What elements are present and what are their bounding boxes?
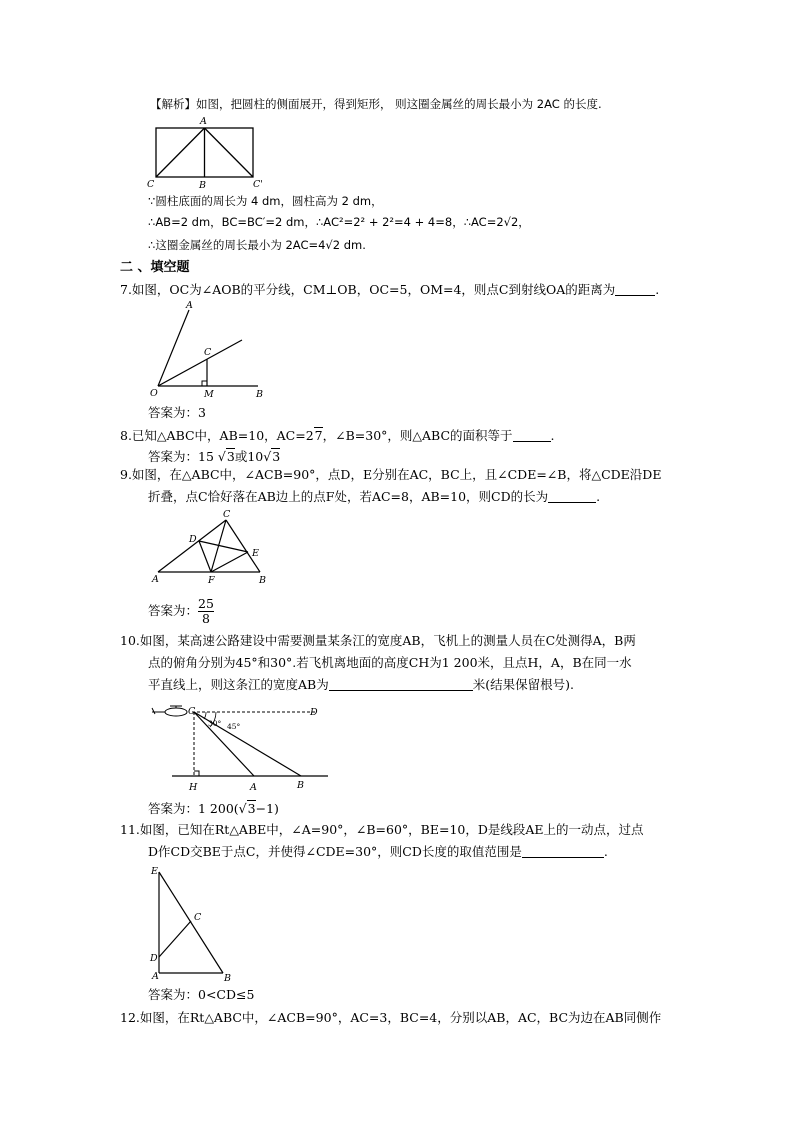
q10-label-C: C xyxy=(188,706,196,717)
solution-tag: 【解析】 xyxy=(150,97,196,111)
q10-answer-blank xyxy=(329,678,473,691)
q10-line-3: 平直线上，则这条江的宽度AB为 米(结果保留根号). xyxy=(148,677,574,692)
q11-answer-blank xyxy=(522,845,604,858)
q11-label-A: A xyxy=(152,971,159,982)
q9-label-A: A xyxy=(152,574,159,585)
q10-label-45: 45° xyxy=(227,722,241,731)
q10-plane-figure xyxy=(148,700,338,796)
label-C: C xyxy=(147,179,155,190)
q10-label-30: 30° xyxy=(208,719,222,728)
q9-label-D: D xyxy=(189,534,197,545)
q11-line-2: D作CD交BE于点C，并使得∠CDE=30°，则CD长度的取值范围是 . xyxy=(148,844,608,859)
label-B: B xyxy=(199,180,206,191)
q10-line-1: 10.如图，某高速公路建设中需要测量某条江的宽度AB，飞机上的测量人员在C处测得A，B两 xyxy=(120,633,636,648)
solution-line-2: ∵圆柱底面的周长为 4 dm，圆柱高为 2 dm， xyxy=(148,194,383,208)
solution-line-1: 【解析】如图，把圆柱的侧面展开，得到矩形， 则这圈金属丝的周长最小为 2AC 的长度. xyxy=(150,97,602,111)
q7-label-M: M xyxy=(204,389,214,400)
q11-label-D: D xyxy=(150,953,158,964)
q10-label-B: B xyxy=(297,780,304,791)
q9-answer: 答案为： $\frac{25}{8}$ xyxy=(148,596,214,626)
q11-label-C: C xyxy=(194,912,202,923)
airplane-icon xyxy=(152,706,187,716)
q10-label-D: D xyxy=(310,707,318,718)
q7-answer-blank xyxy=(615,283,655,296)
q10-label-H: H xyxy=(189,782,198,793)
q10-label-A: A xyxy=(250,782,257,793)
q7-label-B: B xyxy=(256,389,263,400)
q10-answer: 答案为：1 200(√3−1) xyxy=(148,801,279,816)
q12-line-1: 12.如图，在Rt△ABC中，∠ACB=90°，AC=3，BC=4，分别以AB，AC，BC为边在AB同侧作 xyxy=(120,1010,662,1025)
q9-label-C: C xyxy=(223,509,231,520)
q7-answer: 答案为：3 xyxy=(148,405,206,420)
q11-label-B: B xyxy=(224,973,231,984)
q11-answer: 答案为：0<CD≤5 xyxy=(148,987,255,1002)
q9-line-2: 折叠，点C恰好落在AB边上的点F处，若AC=8，AB=10，则CD的长为 . xyxy=(148,489,601,504)
q8-answer-blank xyxy=(513,429,551,442)
solution-line-4: ∴这圈金属丝的周长最小为 2AC=4√2 dm. xyxy=(148,238,366,252)
section-title: 二 、填空题 xyxy=(120,260,190,275)
q7-label-O: O xyxy=(150,388,158,399)
q8-answer: 答案为：15 √3或10√3 xyxy=(148,449,281,464)
q11-triangle-figure xyxy=(146,860,246,984)
q9-label-F: F xyxy=(208,575,215,586)
q7-angle-figure xyxy=(144,302,274,400)
solution-line-3: ∴AB=2 dm，BC=BC′=2 dm，∴AC²=2² + 2²=4 + 4=8，∴AC=2√2， xyxy=(148,215,530,229)
q7-label-C: C xyxy=(204,347,212,358)
q9-label-B: B xyxy=(259,575,266,586)
label-C-prime: C' xyxy=(253,179,263,190)
cylinder-unfold-figure xyxy=(146,114,276,190)
q7-label-A: A xyxy=(186,300,193,311)
q9-label-E: E xyxy=(252,548,259,559)
q10-line-2: 点的俯角分别为45°和30°.若飞机离地面的高度CH为1 200米，且点H，A，B在同一水 xyxy=(148,655,632,670)
q9-line-1: 9.如图，在△ABC中，∠ACB=90°，点D，E分别在AC，BC上，且∠CDE=∠B，将△CDE沿DE xyxy=(120,467,662,482)
q7-text: 7.如图，OC为∠AOB的平分线，CM⊥OB，OC=5，OM=4，则点C到射线OA的距离为 . xyxy=(120,282,660,297)
q11-line-1: 11.如图，已知在Rt△ABE中，∠A=90°，∠B=60°，BE=10，D是线段AE上的一动点，过点 xyxy=(120,822,644,837)
q8-text: 8.已知△ABC中，AB=10，AC=27，∠B=30°，则△ABC的面积等于 . xyxy=(120,428,555,443)
q9-triangle-figure xyxy=(148,506,278,586)
label-A: A xyxy=(200,116,207,127)
q9-answer-blank xyxy=(548,490,596,503)
q11-label-E: E xyxy=(151,866,158,877)
